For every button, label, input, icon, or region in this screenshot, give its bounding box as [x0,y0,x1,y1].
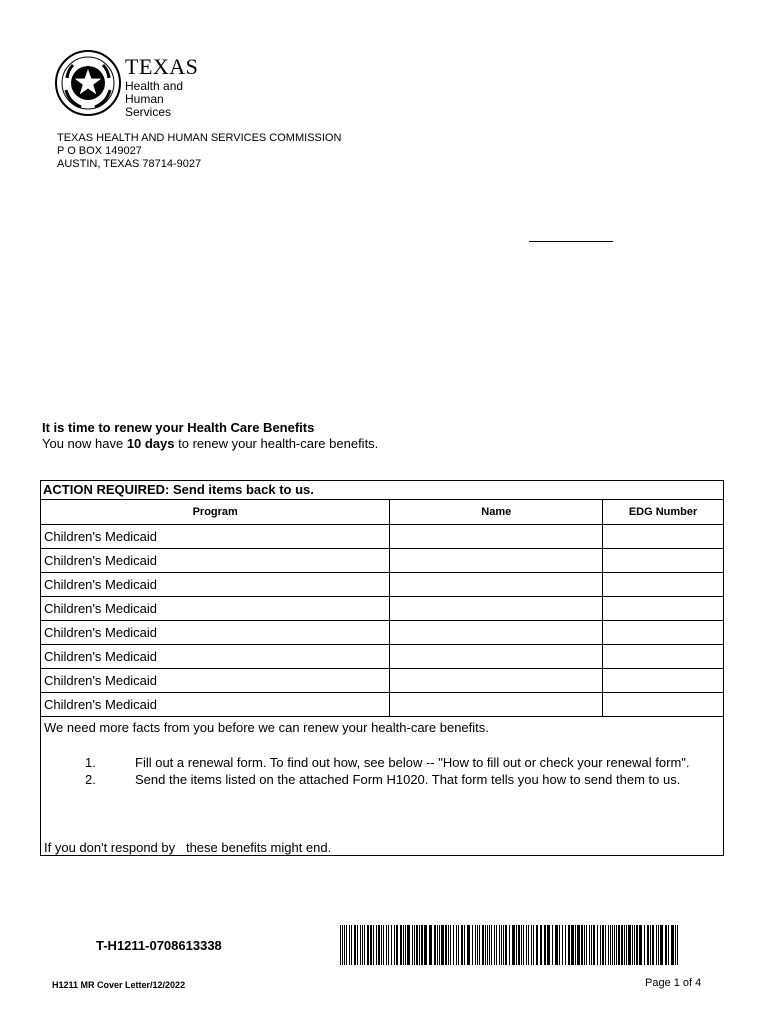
barcode-bar [340,925,341,965]
barcode-bar [357,925,358,965]
barcode-bar [665,925,667,965]
respond-warning: If you don't respond by these benefits might end. [44,840,332,855]
table-row [41,669,724,693]
barcode-bar [344,925,345,965]
barcode-bar [403,925,404,965]
barcode-bar [626,925,627,965]
barcode-bar [367,925,369,965]
form-id: T-H1211-0708613338 [96,938,222,953]
programs-table [40,499,724,717]
barcode-bar [675,925,676,965]
barcode-bar [571,925,574,965]
sender-line-1: TEXAS HEALTH AND HUMAN SERVICES COMMISSION [57,132,342,144]
barcode-bar [616,925,617,965]
barcode-bar [568,925,570,965]
name-cell [390,573,603,597]
barcode-bar [437,925,438,965]
table-row [41,525,724,549]
barcode-bar [591,925,592,965]
barcode-bar [381,925,382,965]
barcode-bar [614,925,615,965]
edg-cell [603,669,724,693]
table-row [41,693,724,717]
action-title: ACTION REQUIRED: Send items back to us. [43,482,314,497]
barcode-bar [429,925,432,965]
barcode-bar [540,925,542,965]
name-cell [390,621,603,645]
barcode-bar [577,925,580,965]
name-cell [390,693,603,717]
program-cell: Children's Medicaid [41,525,390,549]
barcode-bar [342,925,343,965]
action-required-box [40,480,724,856]
edg-cell [603,597,724,621]
barcode-bar [634,925,635,965]
header-program: Program [41,500,390,525]
header-edg: EDG Number [603,500,724,525]
logo-wordmark [125,56,225,119]
program-cell: Children's Medicaid [41,621,390,645]
steps-list [85,754,705,788]
step-text: Send the items listed on the attached Form H1020. That form tells you how to send them to us. [135,772,681,787]
barcode-bar [523,925,524,965]
barcode-bar [552,925,553,965]
barcode-bar [349,925,350,965]
barcode-bar [602,925,604,965]
barcode-bar [612,925,613,965]
barcode-bar [501,925,502,965]
barcode-bar [360,925,361,965]
barcode-icon [340,925,678,965]
barcode-bar [624,925,625,965]
step-text: Fill out a renewal form. To find out how, see below -- "How to fill out or check your renewal form". [135,755,690,770]
notice-heading [42,420,378,452]
deadline-post: to renew your health-care benefits. [174,436,379,451]
barcode-bar [416,925,418,965]
notice-title: It is time to renew your Health Care Benefits [42,420,315,435]
barcode-bar [639,925,642,965]
barcode-bar [472,925,473,965]
logo-line-services: Services [125,105,172,119]
barcode-bar [610,925,611,965]
program-cell: Children's Medicaid [41,645,390,669]
barcode-bar [528,925,529,965]
barcode-bar [677,925,678,965]
barcode-bar [526,925,527,965]
logo-line-health: Health and Human [125,79,184,106]
barcode-bar [396,925,398,965]
barcode-bar [586,925,587,965]
barcode-bar [593,925,595,965]
barcode-bar [600,925,601,965]
barcode-bar [346,925,347,965]
barcode-bar [421,925,423,965]
barcode-bar [547,925,550,965]
texas-star-seal-icon [55,50,121,116]
name-cell [390,549,603,573]
facts-needed-text: We need more facts from you before we can renew your health-care benefits. [44,720,489,735]
barcode-bar [575,925,576,965]
edg-cell [603,645,724,669]
edg-cell [603,573,724,597]
barcode-bar [453,925,454,965]
barcode-bar [521,925,522,965]
sender-line-2: P O BOX 149027 [57,145,142,157]
barcode-bar [505,925,507,965]
barcode-bar [491,925,492,965]
barcode-bar [581,925,583,965]
barcode-bar [518,925,520,965]
barcode-bar [407,925,410,965]
barcode-bar [565,925,566,965]
barcode-bar [562,925,563,965]
barcode-bar [597,925,598,965]
barcode-bar [376,925,377,965]
barcode-bar [632,925,633,965]
barcode-bar [621,925,623,965]
barcode-bar [467,925,470,965]
table-row [41,645,724,669]
barcode-bar [464,925,465,965]
header-name: Name [390,500,603,525]
barcode-bar [456,925,457,965]
barcode-bar [475,925,476,965]
deadline-days: 10 days [126,436,175,451]
barcode-bar [499,925,500,965]
barcode-bar [412,925,413,965]
barcode-bar [636,925,638,965]
step-number: 1. [85,755,96,770]
barcode-bar [536,925,538,965]
barcode-bar [496,925,497,965]
form-name: H1211 MR Cover Letter/12/2022 [52,980,186,990]
barcode-bar [485,925,486,965]
barcode-bar [370,925,372,965]
barcode-bar [479,925,480,965]
barcode-bar [650,925,651,965]
hhs-logo [55,50,225,120]
barcode-bar [434,925,436,965]
barcode-bar [388,925,389,965]
notice-deadline [42,436,378,452]
date-line [529,241,613,242]
barcode-bar [405,925,406,965]
name-cell [390,525,603,549]
barcode-bar [509,925,510,965]
barcode-bar [364,925,365,965]
barcode-bar [386,925,387,965]
page-number: Page 1 of 4 [645,977,702,989]
barcode-bar [647,925,649,965]
barcode-bar [668,925,669,965]
barcode-bar [458,925,459,965]
program-cell: Children's Medicaid [41,597,390,621]
barcode-bar [362,925,363,965]
program-cell: Children's Medicaid [41,573,390,597]
barcode-bar [383,925,384,965]
program-cell: Children's Medicaid [41,669,390,693]
list-item [85,754,705,771]
barcode-bar [589,925,590,965]
barcode-bar [378,925,380,965]
edg-cell [603,621,724,645]
table-header-row [41,500,724,525]
barcode-bar [584,925,585,965]
table-row [41,573,724,597]
barcode-bar [482,925,484,965]
barcode-bar [652,925,654,965]
program-cell: Children's Medicaid [41,693,390,717]
barcode-bar [628,925,631,965]
table-row [41,597,724,621]
barcode-bar [400,925,402,965]
barcode-bar [450,925,451,965]
name-cell [390,597,603,621]
barcode-bar [477,925,478,965]
barcode-bar [494,925,495,965]
barcode-bar [461,925,463,965]
barcode-bar [671,925,674,965]
barcode-bar [419,925,420,965]
edg-cell [603,525,724,549]
deadline-pre: You now have [42,436,127,451]
barcode-bar [391,925,392,965]
barcode-bar [644,925,645,965]
barcode-bar [439,925,440,965]
barcode-bar [487,925,488,965]
barcode-bar [605,925,606,965]
name-cell [390,669,603,693]
barcode-bar [656,925,657,965]
barcode-bar [658,925,659,965]
name-cell [390,645,603,669]
step-number: 2. [85,772,96,787]
barcode-bar [555,925,558,965]
barcode-bar [618,925,620,965]
barcode-bar [445,925,447,965]
logo-line-texas: TEXAS [125,54,199,79]
barcode-bar [531,925,532,965]
barcode-bar [503,925,504,965]
barcode-bar [424,925,427,965]
barcode-bar [544,925,546,965]
program-cell: Children's Medicaid [41,549,390,573]
sender-line-3: AUSTIN, TEXAS 78714-9027 [57,158,202,170]
barcode-bar [559,925,560,965]
edg-cell [603,549,724,573]
barcode-bar [373,925,374,965]
barcode-bar [660,925,663,965]
barcode-bar [448,925,449,965]
barcode-bar [489,925,490,965]
list-item [85,771,705,788]
table-row [41,549,724,573]
barcode-bar [394,925,395,965]
sender-address [57,132,341,171]
table-row [41,621,724,645]
barcode-bar [441,925,444,965]
barcode-bar [608,925,609,965]
barcode-bar [512,925,515,965]
barcode-bar [351,925,352,965]
edg-cell [603,693,724,717]
barcode-bar [354,925,356,965]
barcode-bar [516,925,517,965]
barcode-bar [533,925,534,965]
barcode-bar [414,925,415,965]
